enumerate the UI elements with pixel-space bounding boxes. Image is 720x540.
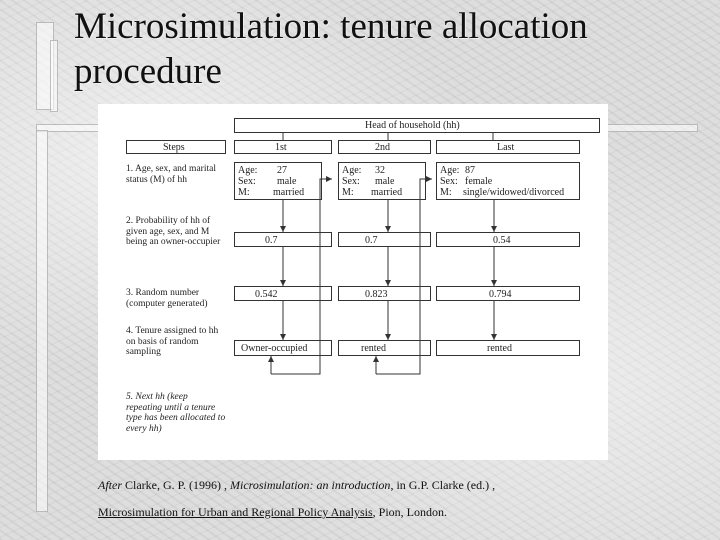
hh1-random-number: 0.542 [234, 286, 332, 301]
hh1-probability: 0.7 [234, 232, 332, 247]
hh2-tenure: rented [338, 340, 431, 356]
step-3-text: 3. Random number (computer generated) [126, 288, 208, 309]
hh1-tenure: Owner-occupied [234, 340, 332, 356]
column-header-last: Last [436, 140, 580, 154]
hh2-random-number: 0.823 [338, 286, 431, 301]
hh2-probability: 0.7 [338, 232, 431, 247]
decor-bar-vertical-lower [36, 130, 48, 512]
citation-editor: , in G.P. Clarke (ed.) , [390, 478, 496, 492]
hh-last-probability: 0.54 [436, 232, 580, 247]
hh-last-random-number: 0.794 [436, 286, 580, 301]
step-2-text: 2. Probability of hh of given age, sex, and M being an owner-occupier [126, 216, 221, 247]
citation-line-1 [98, 478, 495, 493]
citation-book: Microsimulation for Urban and Regional Policy Analysis [98, 505, 373, 519]
hh-last-tenure: rented [436, 340, 580, 356]
hh2-attributes: Age: 32 Sex: male M: married [338, 162, 426, 200]
column-header-2nd: 2nd [338, 140, 431, 154]
steps-header: Steps [126, 140, 226, 154]
column-header-1st: 1st [234, 140, 332, 154]
citation-year: (1996) , [189, 478, 227, 492]
step-5-text: 5. Next hh (keep repeating until a tenure type has been allocated to every hh) [126, 392, 226, 434]
head-of-household-header: Head of household (hh) [234, 118, 600, 133]
citation-publisher: , Pion, London. [372, 505, 447, 519]
step-1-text: 1. Age, sex, and marital status (M) of hh [126, 164, 216, 185]
citation-line-2 [98, 505, 447, 520]
slide-title: Microsimulation: tenure allocation procedure [74, 6, 588, 92]
citation-after: After [98, 478, 122, 492]
citation-title: Microsimulation: an introduction [230, 478, 391, 492]
step-4-text: 4. Tenure assigned to hh on basis of random sampling [126, 326, 219, 357]
hh1-attributes: Age: 27 Sex: male M: married [234, 162, 322, 200]
tenure-allocation-figure [98, 104, 608, 460]
hh-last-attributes: Age: 87 Sex: female M: single/widowed/divorced [436, 162, 580, 200]
decor-bar-vertical-left-2 [50, 40, 58, 112]
citation-author: Clarke, G. P. [125, 478, 186, 492]
